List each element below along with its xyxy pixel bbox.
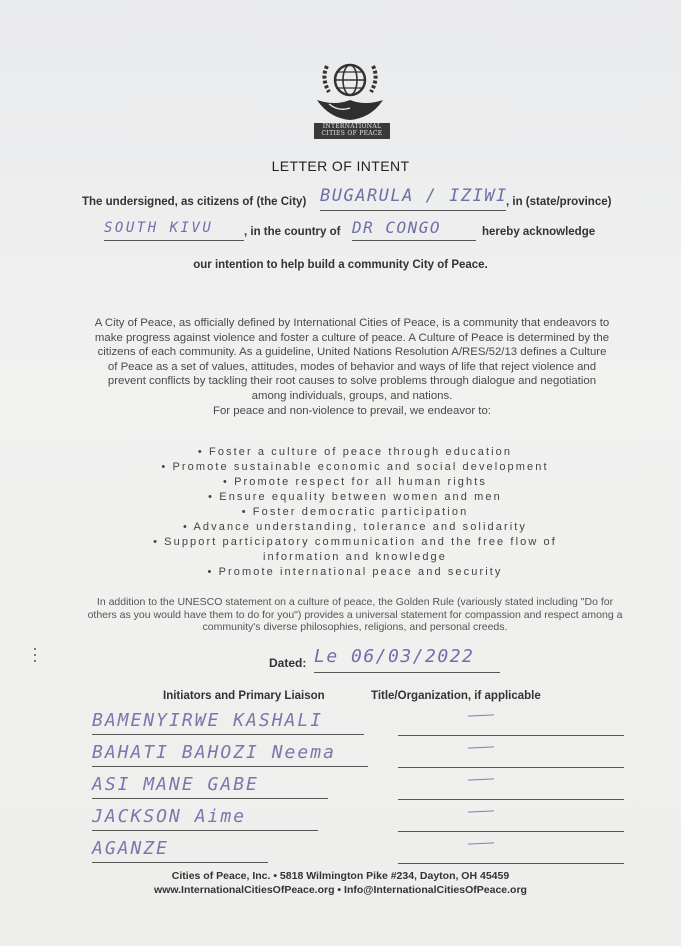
footer-contacts: www.InternationalCitiesOfPeace.org • Info@InternationalCitiesOfPeace.org <box>154 884 527 896</box>
golden-rule-paragraph: In addition to the UNESCO statement on a culture of peace, the Golden Rule (variously stated including "Do for others as you would have them to do for you") provides a universal statement for compassion and respect among a community's diverse philosophies, religions, and personal creeds. <box>87 596 623 633</box>
goal-item: • Promote sustainable economic and social development <box>161 461 549 473</box>
signature-title-field[interactable] <box>398 709 624 736</box>
signature-title-field[interactable] <box>398 741 624 768</box>
signature-title-field[interactable] <box>398 773 624 800</box>
signature-title-field[interactable] <box>398 805 624 832</box>
country-field[interactable]: DR CONGO <box>352 218 476 241</box>
intent-line: our intention to help build a community City of Peace. <box>193 259 488 271</box>
signature-name-field[interactable]: ASI MANE GABE <box>92 772 328 799</box>
endeavor-line: For peace and non-violence to prevail, we endeavor to: <box>213 404 491 417</box>
state-suffix: , in (state/province) <box>506 196 612 208</box>
logo-caption-line2: CITIES OF PEACE <box>321 130 383 137</box>
dash-mark <box>468 714 494 716</box>
margin-marks <box>34 648 37 662</box>
goal-item: information and knowledge <box>263 551 447 563</box>
goal-item: • Promote respect for all human rights <box>222 476 487 488</box>
initiators-header: Initiators and Primary Liaison <box>163 690 325 702</box>
city-field[interactable]: BUGARULA / IZIWI <box>320 186 506 211</box>
logo-caption <box>314 123 390 139</box>
definition-text: A City of Peace, as officially defined by International Cities of Peace, is a community that endeavors to make progress against violence and foster a culture of peace. A Culture of Peace is determined by the citizens of each community. As a guideline, United Nations Resolution A/RES/52/13 defines a Culture of Peace as a set of values, attitudes, modes of behavior and ways of life that reject violence and prevent conflicts by tackling their root causes to solve problems through dialogue and negotiation among individuals, groups, and nations. <box>94 317 610 402</box>
footer-address: Cities of Peace, Inc. • 5818 Wilmington Pike #234, Dayton, OH 45459 <box>171 870 510 882</box>
goal-item: • Foster a culture of peace through education <box>197 446 513 458</box>
goals-list <box>95 445 615 580</box>
signature-title-field[interactable] <box>398 837 624 864</box>
culture-of-peace-paragraph <box>92 316 612 418</box>
dash-mark <box>468 842 494 844</box>
goal-item: • Ensure equality between women and men <box>208 491 502 503</box>
dash-mark <box>468 810 494 812</box>
citizens-prefix: The undersigned, as citizens of (the City) <box>82 196 307 208</box>
logo-caption-line1: INTERNATIONAL <box>322 123 382 130</box>
goal-item: • Promote international peace and security <box>207 566 503 578</box>
signature-name-field[interactable]: BAMENYIRWE KASHALI <box>92 708 364 735</box>
title-organization-header: Title/Organization, if applicable <box>371 690 541 702</box>
dash-mark <box>468 778 494 780</box>
page-title: LETTER OF INTENT <box>271 158 410 174</box>
goal-item: • Advance understanding, tolerance and solidarity <box>182 521 528 533</box>
goal-item: • Support participatory communication and the free flow of <box>153 536 557 548</box>
acknowledge-suffix: hereby acknowledge <box>482 226 596 238</box>
country-prefix: , in the country of <box>244 226 341 238</box>
signature-name-field[interactable]: BAHATI BAHOZI Neema <box>92 740 368 767</box>
signature-name-field[interactable]: JACKSON Aime <box>92 804 318 831</box>
dash-mark <box>468 746 494 748</box>
signature-name-field[interactable]: AGANZE <box>92 836 268 863</box>
goal-item: • Foster democratic participation <box>241 506 469 518</box>
date-field[interactable]: Le 06/03/2022 <box>314 646 500 673</box>
state-field[interactable]: SOUTH KIVU <box>104 220 244 241</box>
dated-label: Dated: <box>269 656 307 670</box>
